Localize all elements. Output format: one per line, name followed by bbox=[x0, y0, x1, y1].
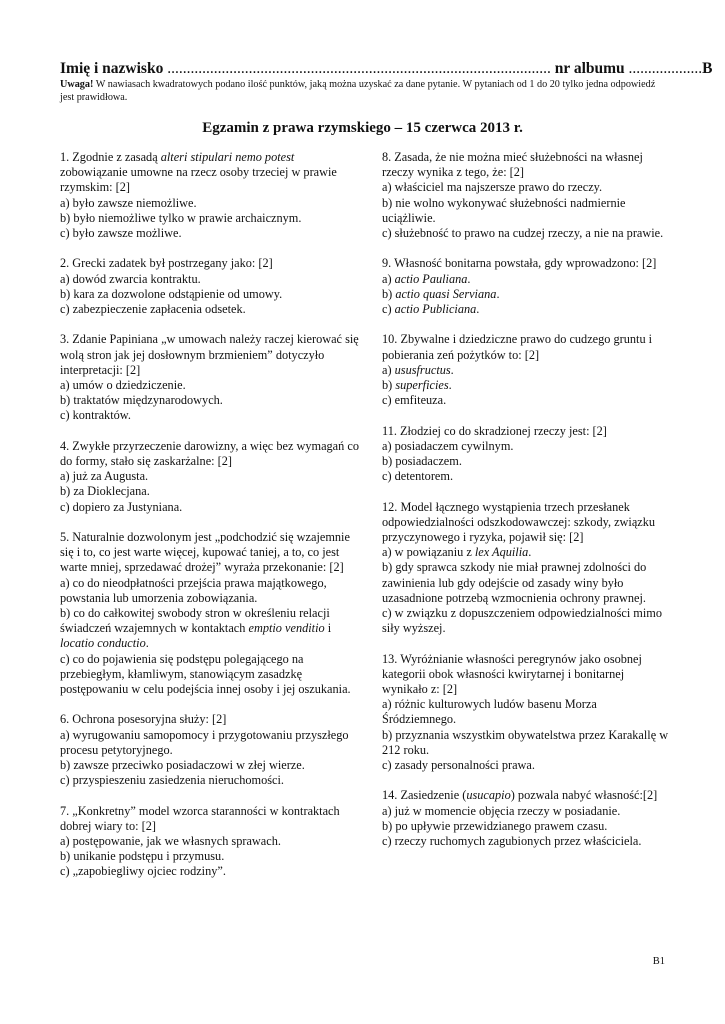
answer-option: a) co do nieodpłatności przejścia prawa majątkowego, powstania lub umorzenia zobowiązania. bbox=[60, 575, 327, 605]
answer-option: c) dopiero za Justyniana. bbox=[60, 499, 183, 514]
name-dots: ................................................................................................... bbox=[167, 60, 551, 77]
variant-letter: B bbox=[702, 60, 713, 77]
answer-option: a) już za Augusta. bbox=[60, 469, 149, 484]
answer-option: b) było niemożliwe tylko w prawie archaicznym. bbox=[60, 210, 302, 225]
question-14 bbox=[382, 788, 672, 849]
answer-option: a) wyrugowaniu samopomocy i przygotowaniu przyszłego procesu petytoryjnego. bbox=[60, 727, 349, 757]
question-text: 1. Zgodnie z zasadą alteri stipulari nemo potest zobowiązanie umowne na rzecz osoby trzeciej w prawie rzymskim: [2] bbox=[60, 150, 337, 195]
answer-option: b) przyznania wszystkim obywatelstwa przez Karakallę w 212 roku. bbox=[382, 727, 669, 757]
answer-option: c) służebność to prawo na cudzej rzeczy, a nie na prawie. bbox=[382, 226, 664, 241]
note-bold: Uwaga! bbox=[60, 79, 94, 90]
answer-option: a) już w momencie objęcia rzeczy w posiadanie. bbox=[382, 803, 621, 818]
note-text: W nawiasach kwadratowych podano ilość punktów, jaką można uzyskać za dane pytanie. W pytaniach od 1 do 20 tylko jedna odpowiedź jest prawidłowa. bbox=[60, 79, 656, 103]
answer-option: a) postępowanie, jak we własnych sprawach. bbox=[60, 834, 281, 849]
answer-option: c) emfiteuza. bbox=[382, 393, 447, 408]
answer-option: c) zasady personalności prawa. bbox=[382, 758, 535, 773]
question-text: 3. Zdanie Papiniana „w umowach należy raczej kierować się wolą stron jak jej dosłownym brzmieniem” dotyczyło interpretacji: [2] bbox=[60, 332, 359, 377]
question-1 bbox=[60, 150, 360, 241]
answer-option: b) actio quasi Serviana. bbox=[382, 286, 500, 301]
question-3 bbox=[60, 332, 360, 423]
answer-option: a) różnic kulturowych ludów basenu Morza Śródziemnego. bbox=[382, 697, 597, 727]
left-column bbox=[60, 150, 360, 895]
question-text: 4. Zwykłe przyrzeczenie darowizny, a więc bez wymagań co do formy, stało się zaskarżalne: [2] bbox=[60, 438, 359, 469]
answer-option: b) po upływie przewidzianego prawem czasu. bbox=[382, 818, 608, 833]
question-text: 8. Zasada, że nie można mieć służebności na własnej rzeczy wynika z tego, że: [2] bbox=[382, 150, 643, 180]
album-label: nr albumu bbox=[554, 60, 625, 77]
right-column bbox=[382, 150, 672, 864]
answer-option: b) unikanie podstępu i przymusu. bbox=[60, 849, 225, 864]
answer-option: a) w powiązaniu z lex Aquilia. bbox=[382, 545, 532, 560]
answer-option: a) actio Pauliana. bbox=[382, 271, 471, 286]
answer-option: a) właściciel ma najszersze prawo do rzeczy. bbox=[382, 180, 603, 195]
exam-note bbox=[60, 79, 664, 104]
question-8 bbox=[382, 150, 672, 241]
question-text: 2. Grecki zadatek był postrzegany jako: [2] bbox=[60, 256, 273, 271]
answer-option: a) było zawsze niemożliwe. bbox=[60, 195, 197, 210]
question-12 bbox=[382, 500, 672, 637]
question-text: 12. Model łącznego wystąpienia trzech przesłanek odpowiedzialności odszkodowawczej: szkody, związku przyczynowego i ryzyka, pojawił się: [2] bbox=[382, 499, 656, 545]
question-text: 10. Zbywalne i dziedziczne prawo do cudzego gruntu i pobierania zeń pożytków to: [2] bbox=[382, 332, 653, 362]
answer-option: b) za Dioklecjana. bbox=[60, 484, 150, 499]
answer-option: c) detentorem. bbox=[382, 469, 454, 484]
question-text: 9. Własność bonitarna powstała, gdy wprowadzono: [2] bbox=[382, 256, 657, 271]
answer-option: b) superficies. bbox=[382, 378, 452, 393]
answer-option: b) nie wolno wykonywać służebności nadmiernie uciążliwie. bbox=[382, 195, 626, 225]
question-4 bbox=[60, 439, 360, 515]
answer-option: c) co do pojawienia się podstępu polegającego na przebiegłym, kłamliwym, stanowiącym zasadzkę postępowaniu w celu podejścia innej osoby i jej oszukania. bbox=[60, 651, 351, 697]
question-11 bbox=[382, 424, 672, 485]
header-line bbox=[60, 60, 713, 78]
answer-option: b) zawsze przeciwko posiadaczowi w złej wierze. bbox=[60, 758, 305, 773]
answer-option: a) posiadaczem cywilnym. bbox=[382, 438, 514, 453]
page-title: Egzamin z prawa rzymskiego – 15 czerwca 2013 r. bbox=[202, 120, 523, 136]
answer-option: c) przyspieszeniu zasiedzenia nieruchomości. bbox=[60, 773, 284, 788]
answer-option: b) co do całkowitej swobody stron w określeniu relacji świadczeń wzajemnych w kontaktach emptio venditio i locatio conductio. bbox=[60, 606, 332, 651]
answer-option: c) actio Publiciana. bbox=[382, 302, 480, 317]
question-text: 11. Złodziej co do skradzionej rzeczy jest: [2] bbox=[382, 423, 607, 438]
answer-option: a) umów o dziedziczenie. bbox=[60, 378, 186, 393]
question-6 bbox=[60, 712, 360, 788]
question-9 bbox=[382, 256, 672, 317]
question-text: 6. Ochrona posesoryjna służy: [2] bbox=[60, 712, 227, 727]
question-10 bbox=[382, 332, 672, 408]
name-label: Imię i nazwisko bbox=[60, 60, 164, 77]
answer-option: c) rzeczy ruchomych zagubionych przez właściciela. bbox=[382, 834, 642, 849]
answer-option: a) dowód zwarcia kontraktu. bbox=[60, 271, 201, 286]
answer-option: c) kontraktów. bbox=[60, 408, 131, 423]
question-7 bbox=[60, 804, 360, 880]
answer-option: a) ususfructus. bbox=[382, 362, 454, 377]
question-text: 7. „Konkretny” model wzorca staranności w kontraktach dobrej wiary to: [2] bbox=[60, 803, 340, 833]
question-text: 5. Naturalnie dozwolonym jest „podchodzić się wzajemnie się i to, co jest warte więcej, kupować taniej, a to, co jest warte mniej, sprzedawać drożej” wyraża przekonanie: [2] bbox=[60, 530, 350, 575]
answer-option: b) kara za dozwolone odstąpienie od umowy. bbox=[60, 286, 283, 301]
answer-option: c) zabezpieczenie zapłacenia odsetek. bbox=[60, 302, 246, 317]
question-13 bbox=[382, 652, 672, 774]
question-text: 14. Zasiedzenie (usucapio) pozwala nabyć własność:[2] bbox=[382, 788, 658, 803]
question-5 bbox=[60, 530, 360, 697]
question-2 bbox=[60, 256, 360, 317]
question-text: 13. Wyróżnianie własności peregrynów jako osobnej kategorii obok własności kwirytarnej i bonitarnej wynikało z: [2] bbox=[382, 651, 642, 697]
answer-option: b) gdy sprawca szkody nie miał prawnej zdolności do zawinienia lub gdy odejście od zasady winy było uzasadnione potrzebą wzmocnienia ochrony prawnej. bbox=[382, 560, 647, 605]
answer-option: c) było zawsze możliwe. bbox=[60, 226, 182, 241]
answer-option: b) posiadaczem. bbox=[382, 454, 462, 469]
answer-option: c) w związku z dopuszczeniem odpowiedzialności mimo siły wyższej. bbox=[382, 606, 663, 636]
answer-option: b) traktatów międzynarodowych. bbox=[60, 393, 223, 408]
page-footer: B1 bbox=[652, 956, 665, 967]
answer-option: c) „zapobiegliwy ojciec rodziny”. bbox=[60, 864, 226, 879]
album-dots: ................... bbox=[628, 60, 703, 77]
